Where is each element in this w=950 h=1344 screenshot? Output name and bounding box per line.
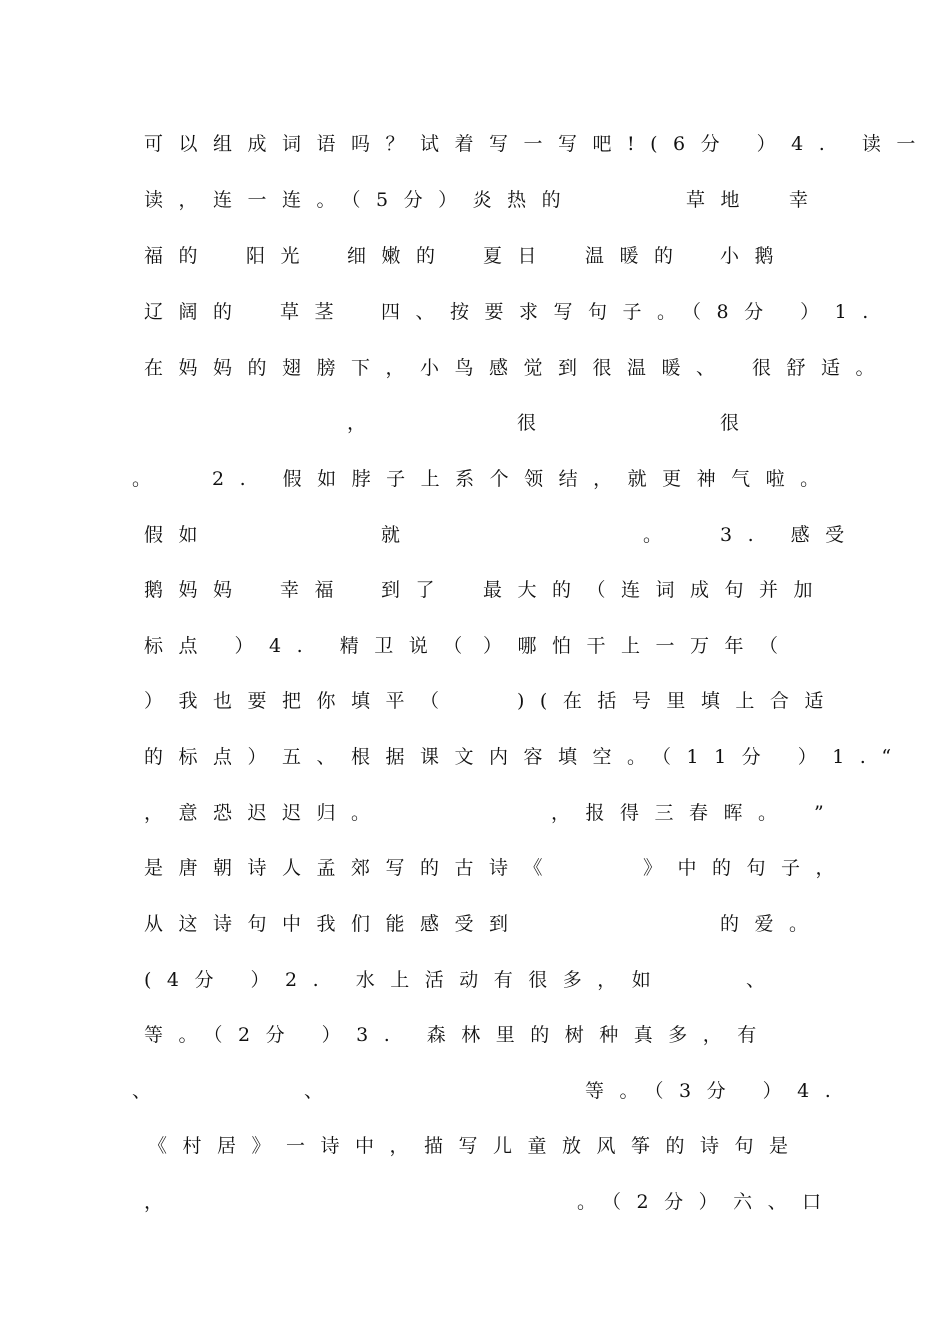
text-segment: 。 bbox=[132, 468, 167, 490]
text-segment: 细嫩的 bbox=[347, 245, 451, 267]
text-segment: ，意恐迟迟归。 bbox=[144, 802, 386, 824]
text-segment: 是唐朝诗人孟郊写的古诗《 bbox=[144, 857, 559, 879]
text-segment: 很 bbox=[517, 412, 552, 434]
text-segment: 阳光 bbox=[246, 245, 316, 267]
text-line-12 bbox=[0, 740, 950, 774]
text-segment: 读，连一连。（5分）炎热的 bbox=[144, 189, 577, 211]
text-segment: 就 bbox=[381, 524, 416, 546]
text-segment: 鹅妈妈 bbox=[144, 579, 248, 601]
text-line-4 bbox=[0, 295, 950, 329]
text-segment: )(在括号里填上合适 bbox=[517, 690, 839, 712]
text-line-1 bbox=[0, 127, 950, 161]
text-line-10 bbox=[0, 629, 950, 663]
text-line-13 bbox=[0, 796, 950, 830]
text-segment: ）哪怕干上一万年（ bbox=[483, 635, 794, 657]
text-segment: 在妈妈的翅膀下，小鸟感觉到很温暖、 很舒适。 bbox=[144, 357, 891, 379]
text-line-9 bbox=[0, 573, 950, 607]
text-line-6 bbox=[0, 406, 950, 440]
text-segment: 小鹅 bbox=[720, 245, 790, 267]
text-line-8 bbox=[0, 518, 950, 552]
text-line-19 bbox=[0, 1129, 950, 1163]
text-segment: 幸福 bbox=[280, 579, 350, 601]
text-segment: 幸 bbox=[789, 189, 824, 211]
text-segment: 的标点）五、根据课文内容填空。（11分 ）1.“ bbox=[144, 746, 907, 768]
text-segment: 、 bbox=[746, 969, 781, 991]
text-line-20 bbox=[0, 1185, 950, 1219]
text-segment: ，报得三春晖。 ” bbox=[551, 802, 840, 824]
text-line-3 bbox=[0, 239, 950, 273]
text-segment: 。 bbox=[643, 524, 678, 546]
text-segment: 草茎 bbox=[280, 301, 350, 323]
text-segment: 等。（2分 ）3. 森林里的树种真多，有 bbox=[144, 1024, 772, 1046]
text-segment: (4分 ）2. 水上活动有很多，如 bbox=[144, 969, 667, 991]
text-line-5 bbox=[0, 351, 950, 385]
text-segment: 》中的句子， bbox=[643, 857, 851, 879]
text-segment: 、 bbox=[132, 1080, 167, 1102]
text-segment: 到了 bbox=[381, 579, 451, 601]
text-segment: 夏日 bbox=[483, 245, 553, 267]
text-line-2 bbox=[0, 183, 950, 217]
text-line-14 bbox=[0, 851, 950, 885]
text-segment: 四、按要求写句子。（8分 ）1. bbox=[381, 301, 884, 323]
text-line-17 bbox=[0, 1018, 950, 1052]
text-line-7 bbox=[0, 462, 950, 496]
text-segment: 等。（3分 ）4. bbox=[585, 1080, 847, 1102]
text-segment: 《村居》一诗中，描写儿童放风筝的诗句是 bbox=[148, 1135, 804, 1157]
text-segment: 。（2分）六、口 bbox=[577, 1191, 837, 1213]
text-segment: 3. 感受 bbox=[720, 524, 860, 546]
text-segment: 福的 bbox=[144, 245, 214, 267]
text-segment: 的爱。 bbox=[720, 913, 824, 935]
text-segment: 温暖的 bbox=[585, 245, 689, 267]
text-segment: 最大的（连词成句并加 bbox=[483, 579, 829, 601]
text-segment: ， bbox=[347, 412, 382, 434]
text-line-15 bbox=[0, 907, 950, 941]
text-segment: ）我也要把你填平（ bbox=[144, 690, 455, 712]
text-line-16 bbox=[0, 963, 950, 997]
text-segment: 2. 假如脖子上系个领结，就更神气啦。 bbox=[212, 468, 835, 490]
text-segment: 、 bbox=[304, 1080, 339, 1102]
text-segment: 从这诗句中我们能感受到 bbox=[144, 913, 524, 935]
text-segment: 很 bbox=[720, 412, 755, 434]
text-segment: 假如 bbox=[144, 524, 214, 546]
text-segment: 辽阔的 bbox=[144, 301, 248, 323]
text-segment: 可以组成词语吗？试着写一写吧!(6分 ）4. 读一 bbox=[144, 133, 931, 155]
text-segment: 草地 bbox=[686, 189, 756, 211]
text-line-11 bbox=[0, 684, 950, 718]
text-segment: ， bbox=[144, 1191, 179, 1213]
text-line-18 bbox=[0, 1074, 950, 1108]
text-segment: 标点 ）4. 精卫说（ bbox=[144, 635, 478, 657]
